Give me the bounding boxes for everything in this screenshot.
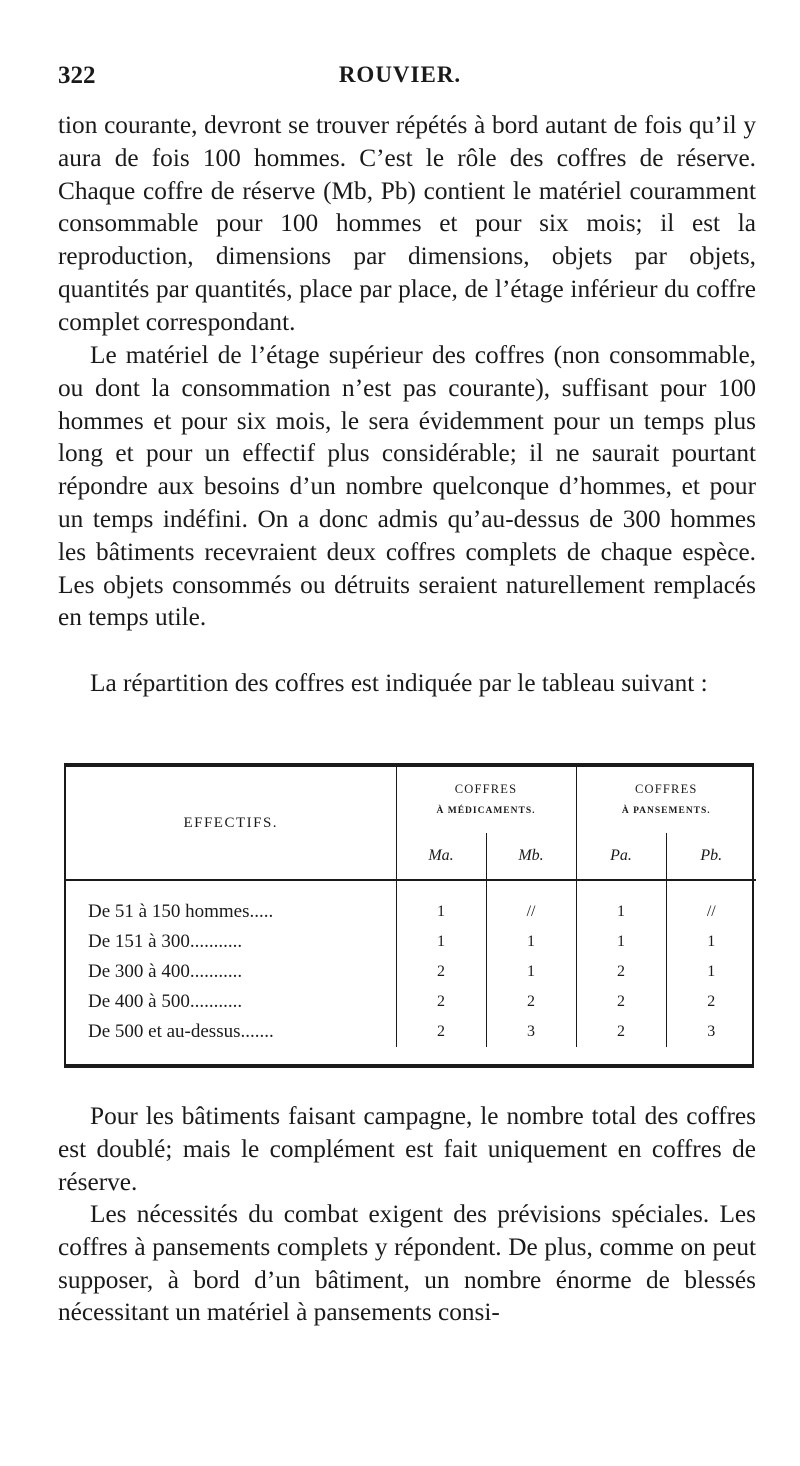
row-label: De 400 à 500........... <box>66 987 396 1017</box>
cell-mb: 2 <box>486 987 576 1017</box>
table-row <box>66 1017 756 1047</box>
paragraph-4: Pour les bâtiments faisant campagne, le nombre total des coffres est doublé; mais le complément est fait uniquement en coffres de réserve. <box>58 1102 756 1196</box>
cell-pa: 1 <box>617 903 626 920</box>
cell-pb: // <box>666 880 756 927</box>
cell-pa: 1 <box>617 933 626 950</box>
cell-ma: 1 <box>437 933 445 950</box>
cell-pa: 2 <box>617 963 626 980</box>
cell-mb: // <box>486 880 576 927</box>
paragraph-1: tion courante, devront se trouver répétés à bord autant de fois qu’il y aura de fois 100 hommes. C’est le rôle des coffres de réserve. Chaque coffre de réserve (Mb, Pb) contient le matériel couramment consommable pour 100 hommes et pour six mois; il est la reproduction, dimensions par dimensions, objets par objets, quantités par quantités, place par place, de l’étage inférieur du coffre complet correspondant. <box>58 111 756 336</box>
cell-pa: 2 <box>617 1023 626 1040</box>
table-row <box>66 927 756 957</box>
header-mb: Mb. <box>486 833 576 880</box>
header-coffres-med-title: COFFRES <box>454 782 518 796</box>
header-effectifs: EFFECTIFS. <box>66 767 396 880</box>
cell-mb: 1 <box>486 927 576 957</box>
cell-mb: 3 <box>486 1017 576 1047</box>
cell-ma: 2 <box>437 963 445 980</box>
cell-ma: 2 <box>437 1023 445 1040</box>
row-label: De 500 et au-dessus....... <box>66 1017 396 1047</box>
cell-pa: 2 <box>617 993 626 1010</box>
page-header <box>58 62 742 96</box>
running-head: ROUVIER. <box>338 62 462 87</box>
cell-pb: 1 <box>666 957 756 987</box>
paragraph-5: Les nécessités du combat exigent des prévisions spéciales. Les coffres à pansements complets y répondent. De plus, comme on peut supposer, à bord d’un bâtiment, un nombre énorme de blessés nécessitant un matériel à pansements consi- <box>58 1200 756 1327</box>
distribution-table <box>64 763 754 1068</box>
header-coffres-med-sub: À MÉDICAMENTS. <box>436 806 536 816</box>
row-label: De 51 à 150 hommes..... <box>66 880 396 927</box>
header-coffres-medicaments <box>396 767 576 833</box>
row-label: De 300 à 400........... <box>66 957 396 987</box>
header-pa: Pa. <box>576 833 666 880</box>
header-ma: Ma. <box>396 833 486 880</box>
cell-pb: 2 <box>666 987 756 1017</box>
paragraph-2: Le matériel de l’étage supérieur des coffres (non consommable, ou dont la consommation n’est pas courante), suffisant pour 100 hommes et pour six mois, le sera évidemment pour un temps plus long et pour un effectif plus considérable; il ne saurait pourtant répondre aux besoins d’un nombre quelconque d’hommes, et pour un temps indéfini. On a donc admis qu’au-dessus de 300 hommes les bâtiments recevraient deux coffres complets de chaque espèce. Les objets consommés ou détruits seraient naturellement remplacés en temps utile. <box>58 341 756 632</box>
header-coffres-pans-title: COFFRES <box>634 782 698 796</box>
row-label: De 151 à 300........... <box>66 927 396 957</box>
header-coffres-pansements <box>576 767 756 833</box>
cell-pb: 3 <box>666 1017 756 1047</box>
cell-ma: 2 <box>437 993 445 1010</box>
table-row <box>66 880 756 927</box>
header-pb: Pb. <box>666 833 756 880</box>
cell-mb: 1 <box>486 957 576 987</box>
cell-ma: 1 <box>437 903 445 920</box>
paragraph-3: La répartition des coffres est indiquée par le tableau suivant : <box>90 669 708 697</box>
page-number: 322 <box>58 62 96 89</box>
table-row <box>66 987 756 1017</box>
table-row <box>66 957 756 987</box>
header-coffres-pans-sub: À PANSEMENTS. <box>621 806 711 816</box>
cell-pb: 1 <box>666 927 756 957</box>
